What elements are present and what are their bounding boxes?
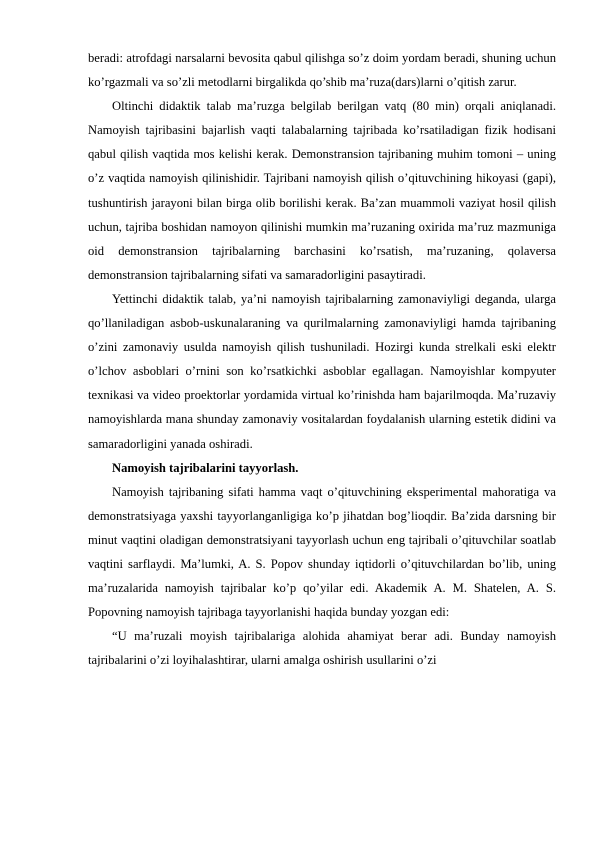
paragraph-sixth-requirement: Oltinchi didaktik talab ma’ruzga belgilab berilgan vatq (80 min) orqali aniqlanadi. Namoyish tajribasini bajarlish vaqti talabalarning tajribada ko’rsatiladigan fizik hodisani qabul qilish vaqtida mos kelishi kerak. Demonstransion tajribaning muhim tomoni – uning o’z vaqtida namoyish qilinishidir. Tajribani namoyish qilish o’qituvchining hikoyasi (gapi), tushuntirish jarayoni bilan birga olib borilishi kerak. Ba’zan muammoli vaziyat hosil qilish uchun, tajriba boshidan namoyon qilinishi mumkin ma’ruzaning oxirida ma’ruz mazmuniga oid demonstransion tajribalarning barchasini ko’rsatish, ma’ruzaning, qolaversa demonstransion tajribalarning sifati va samaradorligini pasaytiradi.: [88, 99, 556, 282]
paragraph-quote-start: “U ma’ruzali moyish tajribalariga alohida ahamiyat berar adi. Bunday namoyish tajribalarini o’zi loyihalashtirar, ularni amalga oshirish usullarini o’zi: [88, 629, 556, 668]
paragraph-seventh-requirement: Yettinchi didaktik talab, ya’ni namoyish tajribalarning zamonaviyligi deganda, ularga qo’llaniladigan asbob-uskunalaraning va qurilmalarning zamonaviyligi hamda tajribaning o’zini zamonaviy usulda namoyish qilish tushuniladi. Hozirgi kunda strelkali eski elektr o’lchov asboblari o’rnini son ko’rsatkichki asboblar egallagan. Namoyishlar kompyuter texnikasi va video proektorlar yordamida virtual ko’rinishda ham bajarilmoqda. Ma’ruzaviy namoyishlarda mana shunday zamonaviy vositalardan foydalanish ularning estetik didini va samaradorligini yanada oshiradi.: [88, 291, 556, 451]
paragraph-demonstration-quality: Namoyish tajribaning sifati hamma vaqt o’qituvchining eksperimental mahoratiga va demonstratsiyaga yaxshi tayyorlanganligiga ko’p jihatdan bog’lioqdir. Ba’zida darsning bir minut vaqtini oladigan demonstratsiyani tayyorlash uchun eng tajribali o’qituvchilar soatlab vaqtini sarflaydi. Ma’lumki, A. S. Popov shunday iqtidorli o’qituvchilardan bo’lib, uning ma’ruzalarida namoyish tajribalar ko’p qo’yilar edi. Akademik A. M. Shatelen, A. S. Popovning namoyish tajribaga tayyorlanishi haqida bunday yozgan edi:: [88, 484, 556, 620]
document-page: [88, 46, 556, 672]
paragraph-continuation: beradi: atrofdagi narsalarni bevosita qabul qilishga so’z doim yordam beradi, shuning uchun ko’rgazmali va so’zli metodlarni birgalikda qo’shib ma’ruza(dars)larni o’qitish zarur.: [88, 51, 556, 90]
section-heading: Namoyish tajribalarini tayyorlash.: [112, 460, 299, 475]
